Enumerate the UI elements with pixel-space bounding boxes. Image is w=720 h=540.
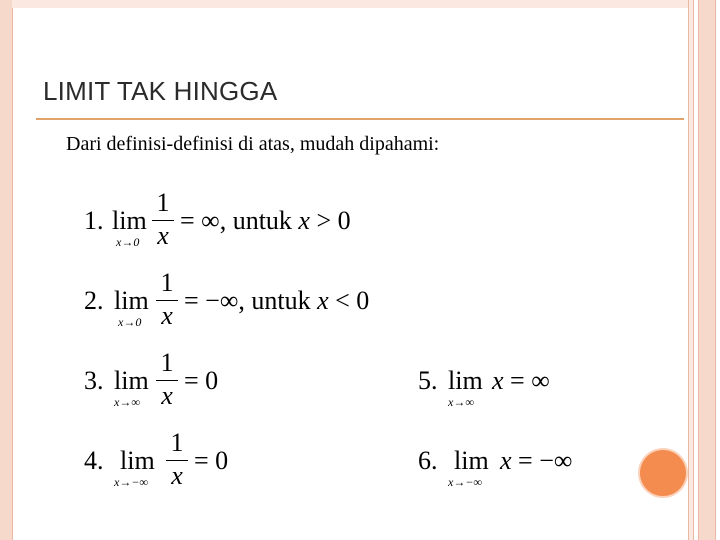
lim-label: lim (448, 366, 483, 395)
formula-number: 2. (84, 286, 104, 315)
formula-rest-pre: = 0 (194, 446, 229, 475)
formula-number: 4. (84, 446, 104, 475)
fraction-numerator: 1 (170, 428, 184, 457)
lim-subscript: x→0 (116, 235, 140, 249)
formula-2 (84, 270, 414, 340)
slide-frame-right-inner (698, 0, 716, 540)
formula-3 (84, 350, 244, 420)
fraction-denominator: x (157, 221, 169, 250)
formula-var: x (317, 286, 329, 315)
lim-label: lim (454, 446, 489, 475)
slide-frame-right-outer (688, 0, 694, 540)
lim-subscript: x→−∞ (114, 475, 148, 489)
formula-var: x (500, 446, 512, 475)
intro-text: Dari definisi-definisi di atas, mudah dipahami: (66, 133, 440, 155)
slide-frame-left (0, 0, 13, 540)
formula-rest (194, 448, 228, 474)
formula-rest (500, 448, 572, 474)
formula-rest-post: < 0 (328, 286, 370, 315)
formula-rest-post: = ∞ (503, 366, 550, 395)
lim-subscript: x→∞ (448, 395, 474, 409)
formula-rest (184, 288, 369, 314)
formula-rest (180, 208, 351, 234)
formula-rest-post: = −∞ (511, 446, 573, 475)
lim-label: lim (114, 366, 149, 395)
formula-1 (84, 190, 404, 260)
formula-6 (418, 430, 598, 500)
slide-frame-top (12, 0, 688, 8)
formula-rest-pre: = 0 (184, 366, 219, 395)
fraction-numerator: 1 (160, 268, 174, 297)
formula-5 (418, 350, 578, 420)
lim-label: lim (120, 446, 155, 475)
formula-number: 6. (418, 446, 438, 475)
fraction-denominator: x (161, 381, 173, 410)
lim-subscript: x→−∞ (448, 475, 482, 489)
formula-4 (84, 430, 254, 500)
fraction-denominator: x (171, 461, 183, 490)
formula-rest (184, 368, 218, 394)
formula-var: x (298, 206, 310, 235)
fraction-numerator: 1 (156, 188, 170, 217)
lim-label: lim (114, 286, 149, 315)
lim-subscript: x→0 (118, 315, 142, 329)
lim-subscript: x→∞ (114, 395, 140, 409)
formula-rest-post: > 0 (309, 206, 351, 235)
lim-label: lim (112, 206, 147, 235)
formula-number: 1. (84, 206, 104, 235)
formula-number: 5. (418, 366, 438, 395)
fraction-numerator: 1 (160, 348, 174, 377)
formula-number: 3. (84, 366, 104, 395)
formula-rest-pre: = −∞, untuk (184, 286, 318, 315)
formula-rest (492, 368, 550, 394)
decorative-circle (640, 450, 686, 496)
title-divider (36, 118, 684, 120)
formula-var: x (492, 366, 504, 395)
formula-rest-pre: = ∞, untuk (180, 206, 299, 235)
fraction-denominator: x (161, 301, 173, 330)
slide-title: LIMIT TAK HINGGA (43, 76, 278, 106)
